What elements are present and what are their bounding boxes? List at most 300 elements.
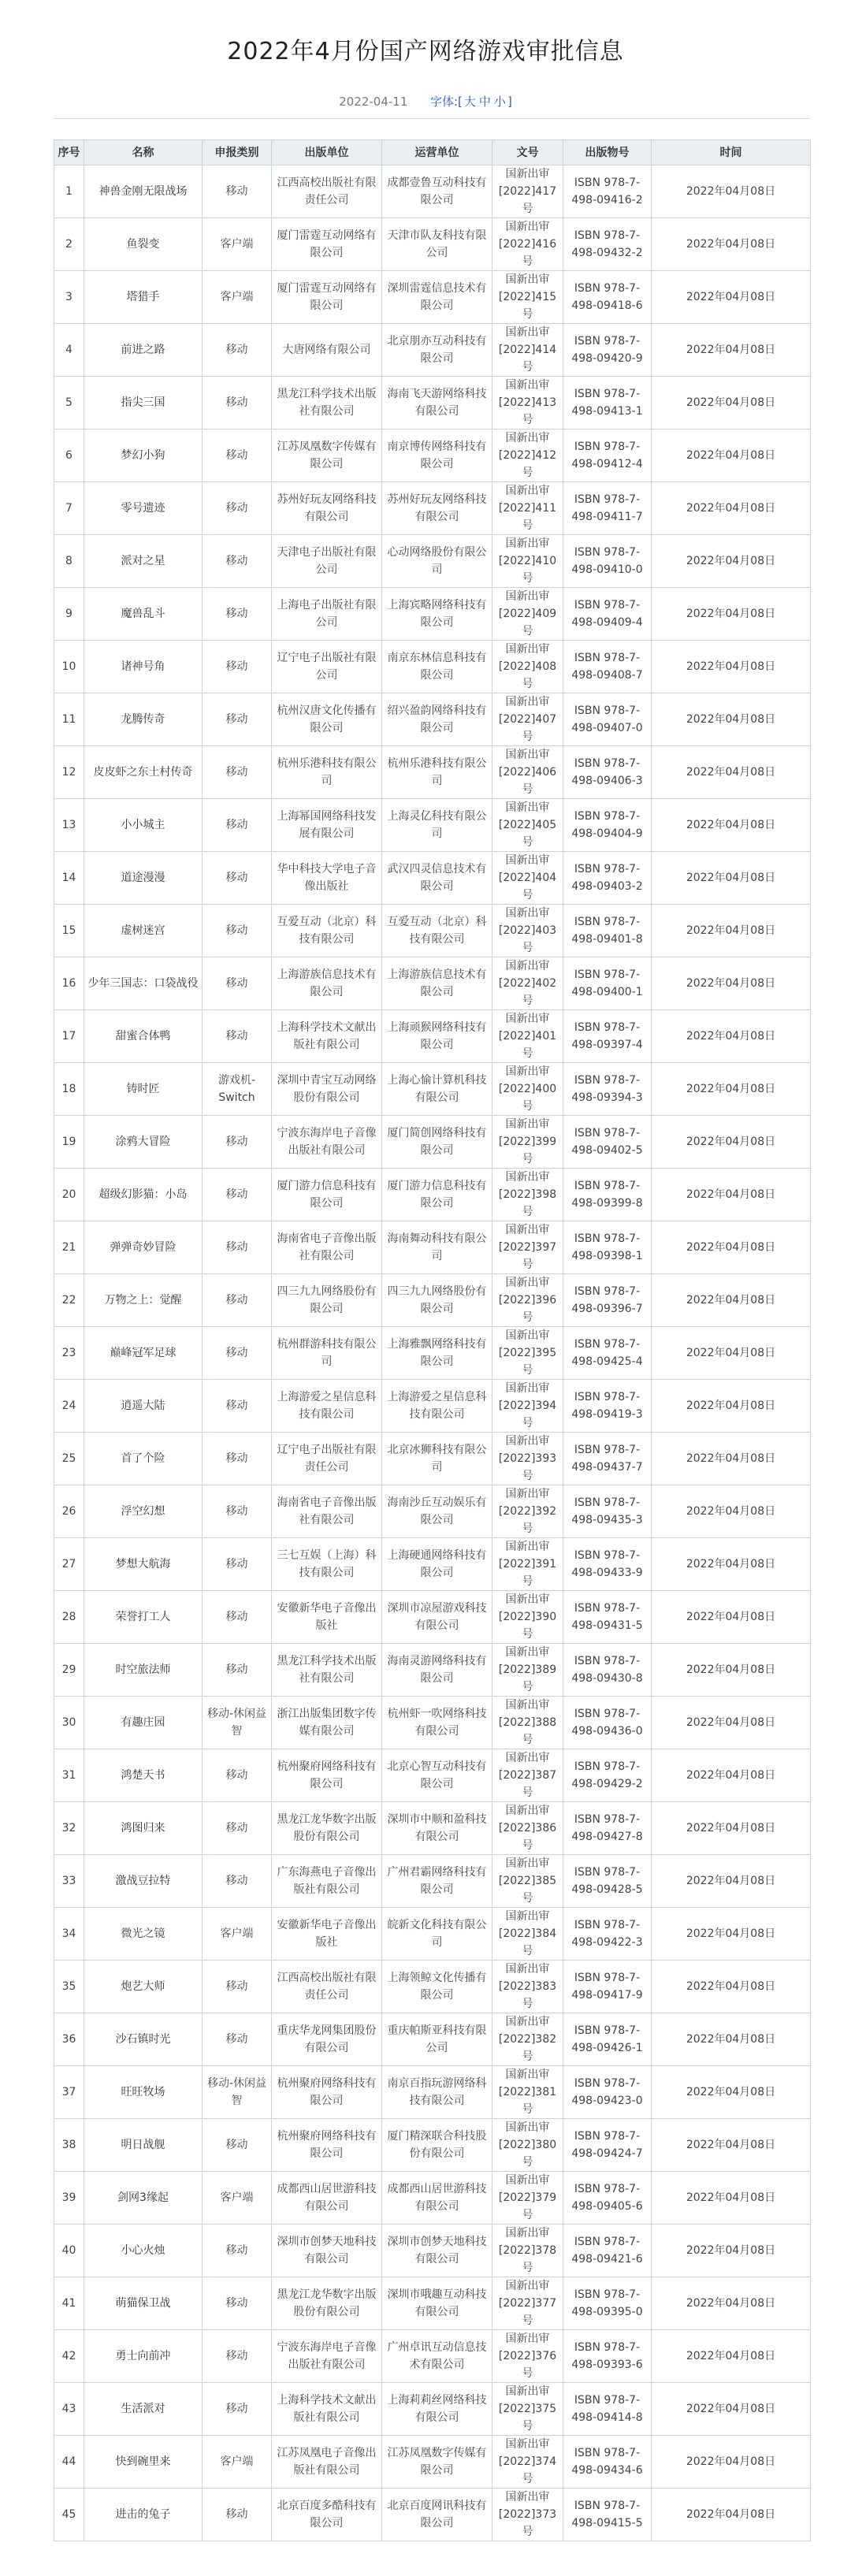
operator: 海南飞天游网络科技有限公司	[382, 377, 492, 429]
table-row	[54, 1063, 811, 1116]
operator: 杭州虾一吹网络科技有限公司	[382, 1697, 492, 1749]
isbn: ISBN 978-7-498-09412-4	[563, 429, 652, 482]
approval-number: 国新出审[2022]381号	[492, 2066, 563, 2119]
header-name: 名称	[84, 140, 203, 165]
table-row	[54, 905, 811, 957]
game-name: 指尖三国	[84, 377, 203, 429]
category: 客户端	[203, 271, 272, 324]
isbn: ISBN 978-7-498-09401-8	[563, 905, 652, 957]
approval-date: 2022年04月08日	[652, 535, 811, 588]
divider	[54, 118, 810, 119]
publisher: 苏州好玩友网络科技有限公司	[272, 482, 382, 535]
game-name: 鸿图归来	[84, 1802, 203, 1855]
row-index: 42	[54, 2330, 84, 2383]
table-row	[54, 2436, 811, 2489]
approval-date: 2022年04月08日	[652, 1591, 811, 1644]
isbn: ISBN 978-7-498-09393-6	[563, 2330, 652, 2383]
game-name: 剑网3缘起	[84, 2172, 203, 2225]
header-date: 时间	[652, 140, 811, 165]
isbn: ISBN 978-7-498-09417-9	[563, 1961, 652, 2013]
row-index: 23	[54, 1327, 84, 1380]
category: 移动	[203, 1538, 272, 1591]
table-row	[54, 1802, 811, 1855]
category: 移动	[203, 429, 272, 482]
approval-number: 国新出审[2022]398号	[492, 1169, 563, 1221]
row-index: 6	[54, 429, 84, 482]
game-name: 诸神号角	[84, 641, 203, 693]
category: 客户端	[203, 2436, 272, 2489]
publisher: 上海科学技术文献出版社有限公司	[272, 2383, 382, 2436]
table-row	[54, 1538, 811, 1591]
game-name: 皮皮虾之东土村传奇	[84, 746, 203, 799]
approval-date: 2022年04月08日	[652, 2225, 811, 2277]
operator: 杭州乐港科技有限公司	[382, 746, 492, 799]
approval-date: 2022年04月08日	[652, 218, 811, 271]
approval-number: 国新出审[2022]379号	[492, 2172, 563, 2225]
approval-number: 国新出审[2022]415号	[492, 271, 563, 324]
row-index: 7	[54, 482, 84, 535]
publisher: 华中科技大学电子音像出版社	[272, 852, 382, 905]
isbn: ISBN 978-7-498-09414-8	[563, 2383, 652, 2436]
operator: 互爱互动（北京）科技有限公司	[382, 905, 492, 957]
approval-number: 国新出审[2022]395号	[492, 1327, 563, 1380]
approval-number: 国新出审[2022]374号	[492, 2436, 563, 2489]
approval-number: 国新出审[2022]408号	[492, 641, 563, 693]
publisher: 重庆华龙网集团股份有限公司	[272, 2013, 382, 2066]
approval-number: 国新出审[2022]413号	[492, 377, 563, 429]
approval-number: 国新出审[2022]404号	[492, 852, 563, 905]
header-isbn: 出版物号	[563, 140, 652, 165]
approval-number: 国新出审[2022]386号	[492, 1802, 563, 1855]
operator: 北京百度网讯科技有限公司	[382, 2489, 492, 2541]
isbn: ISBN 978-7-498-09410-0	[563, 535, 652, 588]
row-index: 17	[54, 1010, 84, 1063]
approval-date: 2022年04月08日	[652, 2277, 811, 2330]
table-row	[54, 1010, 811, 1063]
approval-date: 2022年04月08日	[652, 271, 811, 324]
approval-date: 2022年04月08日	[652, 2383, 811, 2436]
isbn: ISBN 978-7-498-09397-4	[563, 1010, 652, 1063]
category: 移动-休闲益智	[203, 1697, 272, 1749]
row-index: 37	[54, 2066, 84, 2119]
table-row	[54, 1644, 811, 1697]
approval-date: 2022年04月08日	[652, 482, 811, 535]
game-name: 生活派对	[84, 2383, 203, 2436]
game-name: 快到碗里来	[84, 2436, 203, 2489]
table-row	[54, 1591, 811, 1644]
approval-number: 国新出审[2022]412号	[492, 429, 563, 482]
table-row	[54, 1327, 811, 1380]
game-name: 弹弹奇妙冒险	[84, 1221, 203, 1274]
publisher: 上海电子出版社有限公司	[272, 588, 382, 641]
publisher: 三七互娱（上海）科技有限公司	[272, 1538, 382, 1591]
row-index: 43	[54, 2383, 84, 2436]
approval-date: 2022年04月08日	[652, 2330, 811, 2383]
table-row	[54, 535, 811, 588]
table-row	[54, 1433, 811, 1485]
game-name: 激战豆拉特	[84, 1855, 203, 1908]
approval-number: 国新出审[2022]401号	[492, 1010, 563, 1063]
font-size-small-link[interactable]: 小	[493, 95, 506, 109]
game-name: 时空旅法师	[84, 1644, 203, 1697]
row-index: 3	[54, 271, 84, 324]
approval-date: 2022年04月08日	[652, 693, 811, 746]
category: 移动	[203, 905, 272, 957]
category: 移动	[203, 165, 272, 218]
table-row	[54, 588, 811, 641]
table-row	[54, 693, 811, 746]
category: 移动	[203, 799, 272, 852]
approval-date: 2022年04月08日	[652, 429, 811, 482]
font-size-medium-link[interactable]: 中	[478, 95, 491, 109]
row-index: 38	[54, 2119, 84, 2172]
publisher: 厦门雷霆互动网络有限公司	[272, 218, 382, 271]
game-name: 勇士向前冲	[84, 2330, 203, 2383]
isbn: ISBN 978-7-498-09431-5	[563, 1591, 652, 1644]
publisher: 江苏凤凰电子音像出版社有限公司	[272, 2436, 382, 2489]
operator: 武汉四灵信息技术有限公司	[382, 852, 492, 905]
publish-date: 2022-04-11	[339, 95, 408, 109]
approval-table	[54, 139, 811, 2541]
approval-number: 国新出审[2022]380号	[492, 2119, 563, 2172]
table-row	[54, 1961, 811, 2013]
game-name: 塔猎手	[84, 271, 203, 324]
game-name: 有趣庄园	[84, 1697, 203, 1749]
table-header-row	[54, 140, 811, 165]
operator: 海南舞动科技有限公司	[382, 1221, 492, 1274]
isbn: ISBN 978-7-498-09418-6	[563, 271, 652, 324]
category: 移动	[203, 2277, 272, 2330]
approval-date: 2022年04月08日	[652, 1433, 811, 1485]
category: 移动	[203, 1010, 272, 1063]
operator: 上海顽猴网络科技有限公司	[382, 1010, 492, 1063]
approval-date: 2022年04月08日	[652, 2489, 811, 2541]
approval-number: 国新出审[2022]392号	[492, 1485, 563, 1538]
game-name: 超级幻影猫：小岛	[84, 1169, 203, 1221]
game-name: 龙腾传奇	[84, 693, 203, 746]
row-index: 2	[54, 218, 84, 271]
row-index: 40	[54, 2225, 84, 2277]
approval-number: 国新出审[2022]409号	[492, 588, 563, 641]
game-name: 逍遥大陆	[84, 1380, 203, 1433]
category: 移动	[203, 1961, 272, 2013]
row-index: 27	[54, 1538, 84, 1591]
isbn: ISBN 978-7-498-09394-3	[563, 1063, 652, 1116]
approval-date: 2022年04月08日	[652, 1380, 811, 1433]
category: 移动	[203, 535, 272, 588]
publisher: 宁波东海岸电子音像出版社有限公司	[272, 1116, 382, 1169]
approval-date: 2022年04月08日	[652, 2013, 811, 2066]
isbn: ISBN 978-7-498-09420-9	[563, 324, 652, 377]
category: 移动	[203, 1855, 272, 1908]
category: 移动	[203, 2119, 272, 2172]
category: 移动	[203, 2330, 272, 2383]
operator: 厦门简创网络科技有限公司	[382, 1116, 492, 1169]
row-index: 9	[54, 588, 84, 641]
category: 移动	[203, 324, 272, 377]
category: 客户端	[203, 2172, 272, 2225]
operator: 北京冰狮科技有限公司	[382, 1433, 492, 1485]
approval-number: 国新出审[2022]405号	[492, 799, 563, 852]
row-index: 22	[54, 1274, 84, 1327]
publisher: 上海幂国网络科技发展有限公司	[272, 799, 382, 852]
game-name: 微光之镜	[84, 1908, 203, 1961]
approval-date: 2022年04月08日	[652, 1961, 811, 2013]
isbn: ISBN 978-7-498-09399-8	[563, 1169, 652, 1221]
category: 移动	[203, 641, 272, 693]
table-row	[54, 1116, 811, 1169]
table-row	[54, 271, 811, 324]
operator: 心动网络股份有限公司	[382, 535, 492, 588]
operator: 海南灵游网络科技有限公司	[382, 1644, 492, 1697]
row-index: 14	[54, 852, 84, 905]
publisher: 成都西山居世游科技有限公司	[272, 2172, 382, 2225]
category: 移动	[203, 1380, 272, 1433]
table-row	[54, 165, 811, 218]
publisher: 上海游爱之星信息科技有限公司	[272, 1380, 382, 1433]
operator: 苏州好玩友网络科技有限公司	[382, 482, 492, 535]
approval-date: 2022年04月08日	[652, 324, 811, 377]
category: 移动	[203, 2383, 272, 2436]
isbn: ISBN 978-7-498-09400-1	[563, 957, 652, 1010]
approval-date: 2022年04月08日	[652, 1749, 811, 1802]
game-name: 神兽金刚无限战场	[84, 165, 203, 218]
operator: 北京心智互动科技有限公司	[382, 1749, 492, 1802]
table-row	[54, 2225, 811, 2277]
operator: 天津市队友科技有限公司	[382, 218, 492, 271]
isbn: ISBN 978-7-498-09416-2	[563, 165, 652, 218]
category: 移动	[203, 588, 272, 641]
approval-number: 国新出审[2022]373号	[492, 2489, 563, 2541]
category: 客户端	[203, 1908, 272, 1961]
approval-date: 2022年04月08日	[652, 1855, 811, 1908]
isbn: ISBN 978-7-498-09421-6	[563, 2225, 652, 2277]
operator: 绍兴盈韵网络科技有限公司	[382, 693, 492, 746]
publisher: 江西高校出版社有限责任公司	[272, 1961, 382, 2013]
publisher: 互爱互动（北京）科技有限公司	[272, 905, 382, 957]
approval-number: 国新出审[2022]399号	[492, 1116, 563, 1169]
publisher: 大唐网络有限公司	[272, 324, 382, 377]
publisher: 黑龙江科学技术出版社有限公司	[272, 1644, 382, 1697]
game-name: 甜蜜合体鸭	[84, 1010, 203, 1063]
approval-date: 2022年04月08日	[652, 1908, 811, 1961]
approval-number: 国新出审[2022]390号	[492, 1591, 563, 1644]
approval-date: 2022年04月08日	[652, 641, 811, 693]
isbn: ISBN 978-7-498-09429-2	[563, 1749, 652, 1802]
table-row	[54, 799, 811, 852]
row-index: 10	[54, 641, 84, 693]
approval-date: 2022年04月08日	[652, 1538, 811, 1591]
isbn: ISBN 978-7-498-09422-3	[563, 1908, 652, 1961]
approval-date: 2022年04月08日	[652, 746, 811, 799]
operator: 上海硬通网络科技有限公司	[382, 1538, 492, 1591]
publisher: 江西高校出版社有限责任公司	[272, 165, 382, 218]
table-row	[54, 1749, 811, 1802]
row-index: 24	[54, 1380, 84, 1433]
publisher: 安徽新华电子音像出版社	[272, 1591, 382, 1644]
font-size-switcher	[430, 95, 512, 109]
game-name: 首了个险	[84, 1433, 203, 1485]
approval-number: 国新出审[2022]416号	[492, 218, 563, 271]
approval-date: 2022年04月08日	[652, 1274, 811, 1327]
game-name: 前进之路	[84, 324, 203, 377]
table-row	[54, 2119, 811, 2172]
isbn: ISBN 978-7-498-09406-3	[563, 746, 652, 799]
category: 移动	[203, 2013, 272, 2066]
isbn: ISBN 978-7-498-09395-0	[563, 2277, 652, 2330]
game-name: 派对之星	[84, 535, 203, 588]
operator: 上海莉莉丝网络科技有限公司	[382, 2383, 492, 2436]
row-index: 20	[54, 1169, 84, 1221]
game-name: 荣誉打工人	[84, 1591, 203, 1644]
row-index: 35	[54, 1961, 84, 2013]
operator: 广州君霸网络科技有限公司	[382, 1855, 492, 1908]
isbn: ISBN 978-7-498-09425-4	[563, 1327, 652, 1380]
publisher: 杭州聚府网络科技有限公司	[272, 2119, 382, 2172]
operator: 北京朋亦互动科技有限公司	[382, 324, 492, 377]
game-name: 炮艺大师	[84, 1961, 203, 2013]
operator: 上海领鲸文化传播有限公司	[382, 1961, 492, 2013]
game-name: 小心火烛	[84, 2225, 203, 2277]
category: 移动	[203, 1116, 272, 1169]
publisher: 四三九九网络股份有限公司	[272, 1274, 382, 1327]
isbn: ISBN 978-7-498-09413-1	[563, 377, 652, 429]
publisher: 杭州聚府网络科技有限公司	[272, 2066, 382, 2119]
isbn: ISBN 978-7-498-09402-5	[563, 1116, 652, 1169]
table-row	[54, 2066, 811, 2119]
operator: 深圳市凉屋游戏科技有限公司	[382, 1591, 492, 1644]
game-name: 鱼裂变	[84, 218, 203, 271]
isbn: ISBN 978-7-498-09432-2	[563, 218, 652, 271]
row-index: 44	[54, 2436, 84, 2489]
font-size-large-link[interactable]: 大	[463, 95, 476, 109]
category: 移动	[203, 1169, 272, 1221]
publisher: 浙江出版集团数字传媒有限公司	[272, 1697, 382, 1749]
table-row	[54, 377, 811, 429]
header-index: 序号	[54, 140, 84, 165]
publisher: 海南省电子音像出版社有限公司	[272, 1221, 382, 1274]
row-index: 18	[54, 1063, 84, 1116]
approval-date: 2022年04月08日	[652, 1485, 811, 1538]
game-name: 沙石镇时光	[84, 2013, 203, 2066]
operator: 深圳市创梦天地科技有限公司	[382, 2225, 492, 2277]
approval-date: 2022年04月08日	[652, 1327, 811, 1380]
game-name: 明日战舰	[84, 2119, 203, 2172]
isbn: ISBN 978-7-498-09411-7	[563, 482, 652, 535]
table-row	[54, 1221, 811, 1274]
approval-number: 国新出审[2022]389号	[492, 1644, 563, 1697]
operator: 上海雅飘网络科技有限公司	[382, 1327, 492, 1380]
approval-number: 国新出审[2022]403号	[492, 905, 563, 957]
table-row	[54, 2330, 811, 2383]
game-name: 梦幻小狗	[84, 429, 203, 482]
category: 移动	[203, 2225, 272, 2277]
table-row	[54, 429, 811, 482]
approval-number: 国新出审[2022]397号	[492, 1221, 563, 1274]
approval-date: 2022年04月08日	[652, 799, 811, 852]
operator: 江苏凤凰数字传媒有限公司	[382, 2436, 492, 2489]
header-publisher: 出版单位	[272, 140, 382, 165]
approval-number: 国新出审[2022]417号	[492, 165, 563, 218]
table-row	[54, 1697, 811, 1749]
header-operator: 运营单位	[382, 140, 492, 165]
approval-number: 国新出审[2022]382号	[492, 2013, 563, 2066]
operator: 厦门游力信息科技有限公司	[382, 1169, 492, 1221]
table-row	[54, 1855, 811, 1908]
header-approval-no: 文号	[492, 140, 563, 165]
category: 移动	[203, 1327, 272, 1380]
row-index: 16	[54, 957, 84, 1010]
approval-number: 国新出审[2022]394号	[492, 1380, 563, 1433]
publisher: 黑龙江龙华数字出版股份有限公司	[272, 1802, 382, 1855]
table-row	[54, 2489, 811, 2541]
isbn: ISBN 978-7-498-09430-8	[563, 1644, 652, 1697]
publisher: 杭州乐港科技有限公司	[272, 746, 382, 799]
row-index: 25	[54, 1433, 84, 1485]
operator: 重庆帕斯亚科技有限公司	[382, 2013, 492, 2066]
font-size-label: 字体:[	[429, 95, 463, 109]
table-row	[54, 641, 811, 693]
isbn: ISBN 978-7-498-09437-7	[563, 1433, 652, 1485]
approval-number: 国新出审[2022]375号	[492, 2383, 563, 2436]
approval-number: 国新出审[2022]411号	[492, 482, 563, 535]
approval-date: 2022年04月08日	[652, 1063, 811, 1116]
approval-number: 国新出审[2022]402号	[492, 957, 563, 1010]
table-row	[54, 957, 811, 1010]
table-row	[54, 1380, 811, 1433]
row-index: 31	[54, 1749, 84, 1802]
table-row	[54, 746, 811, 799]
approval-date: 2022年04月08日	[652, 2119, 811, 2172]
approval-date: 2022年04月08日	[652, 905, 811, 957]
row-index: 8	[54, 535, 84, 588]
isbn: ISBN 978-7-498-09405-6	[563, 2172, 652, 2225]
approval-date: 2022年04月08日	[652, 1644, 811, 1697]
page-title: 2022年4月份国产网络游戏审批信息	[227, 38, 624, 65]
publisher: 辽宁电子出版社有限责任公司	[272, 1433, 382, 1485]
isbn: ISBN 978-7-498-09419-3	[563, 1380, 652, 1433]
row-index: 5	[54, 377, 84, 429]
approval-date: 2022年04月08日	[652, 377, 811, 429]
publisher: 厦门雷霆互动网络有限公司	[272, 271, 382, 324]
category: 移动	[203, 1802, 272, 1855]
row-index: 36	[54, 2013, 84, 2066]
row-index: 29	[54, 1644, 84, 1697]
game-name: 万物之上：觉醒	[84, 1274, 203, 1327]
publisher: 厦门游力信息科技有限公司	[272, 1169, 382, 1221]
operator: 上海游族信息技术有限公司	[382, 957, 492, 1010]
table-row	[54, 218, 811, 271]
isbn: ISBN 978-7-498-09398-1	[563, 1221, 652, 1274]
row-index: 12	[54, 746, 84, 799]
approval-date: 2022年04月08日	[652, 2436, 811, 2489]
category: 移动	[203, 1485, 272, 1538]
approval-date: 2022年04月08日	[652, 957, 811, 1010]
approval-number: 国新出审[2022]383号	[492, 1961, 563, 2013]
category: 移动	[203, 693, 272, 746]
game-name: 萌猫保卫战	[84, 2277, 203, 2330]
category: 移动	[203, 1274, 272, 1327]
isbn: ISBN 978-7-498-09435-3	[563, 1485, 652, 1538]
approval-number: 国新出审[2022]407号	[492, 693, 563, 746]
approval-number: 国新出审[2022]378号	[492, 2225, 563, 2277]
approval-number: 国新出审[2022]388号	[492, 1697, 563, 1749]
publisher: 黑龙江龙华数字出版股份有限公司	[272, 2277, 382, 2330]
approval-number: 国新出审[2022]387号	[492, 1749, 563, 1802]
approval-number: 国新出审[2022]400号	[492, 1063, 563, 1116]
table-row	[54, 2383, 811, 2436]
table-row	[54, 1169, 811, 1221]
